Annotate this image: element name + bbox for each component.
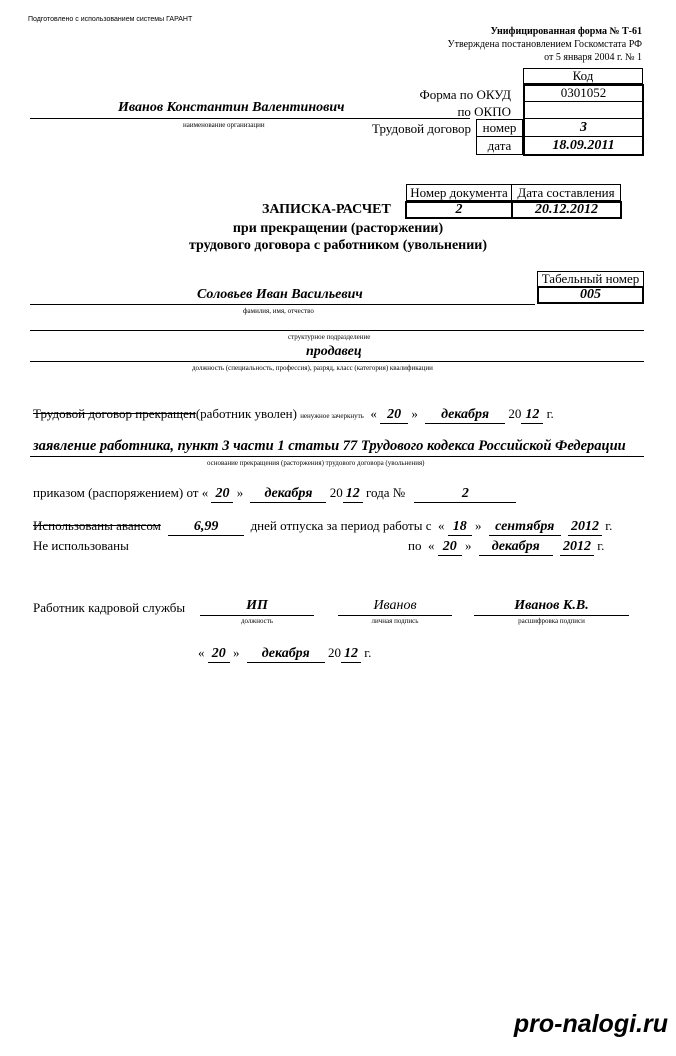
signature-month: декабря — [247, 646, 325, 663]
vacation-from-year: 2012 — [568, 519, 602, 536]
vacation-to-row: по « 20 » декабря 2012 г. — [408, 538, 605, 554]
tab-number-header: Табельный номер — [537, 271, 644, 287]
contract-number-label: номер — [476, 119, 523, 137]
employee-name-caption: фамилия, имя, отчество — [243, 307, 314, 315]
signer-position-line — [200, 615, 314, 616]
vacation-days-text: дней отпуска за период работы с — [250, 518, 432, 533]
order-number: 2 — [414, 486, 516, 503]
vacation-to-year: 2012 — [560, 539, 594, 556]
okpo-value — [525, 102, 642, 118]
doc-number: 2 — [405, 201, 513, 219]
form-name: Унифицированная форма № Т-61 — [490, 26, 642, 37]
organization-caption: наименование организации — [183, 121, 265, 129]
vacation-to-day: 20 — [438, 539, 462, 556]
signer-signature-caption: личная подпись — [371, 617, 419, 625]
employee-dismissed-text: (работник уволен) — [195, 406, 297, 421]
code-header: Код — [523, 68, 643, 84]
basis-caption: основание прекращения (расторжения) трудового договора (увольнения) — [207, 459, 425, 467]
vacation-days-value: 6,99 — [168, 519, 244, 536]
doc-number-header: Номер документа — [406, 184, 512, 201]
order-label: приказом (распоряжением) от — [33, 485, 199, 500]
basis-line — [30, 456, 644, 457]
termination-month: декабря — [425, 407, 505, 424]
order-month: декабря — [250, 486, 326, 503]
doc-date-header: Дата составления — [512, 184, 621, 201]
hr-employee-label: Работник кадровой службы — [33, 600, 186, 615]
position-caption: должность (специальность, профессия), разряд, класс (категория) квалификации — [192, 364, 433, 372]
termination-basis: заявление работника, пункт 3 части 1 статьи 77 Трудового кодекса Российской Федерации — [33, 438, 626, 454]
employee-name: Соловьев Иван Васильевич — [197, 287, 363, 302]
contract-number-value: 3 — [580, 119, 587, 135]
contract-terminated-text: Трудовой договор прекращен — [33, 406, 196, 421]
organization-name: Иванов Константин Валентинович — [118, 100, 345, 115]
signer-decoding-line — [474, 615, 629, 616]
department-caption: структурное подразделение — [288, 333, 371, 341]
strike-note: ненужное зачеркнуть — [300, 412, 364, 420]
garant-note: Подготовлено с использованием системы ГАРАНТ — [28, 16, 193, 23]
order-year: 12 — [343, 486, 363, 503]
doc-date: 20.12.2012 — [511, 201, 622, 219]
watermark: pro-nalogi.ru — [513, 1010, 668, 1038]
signer-signature-line — [338, 615, 452, 616]
signer-decoding: Иванов К.В. — [514, 598, 589, 613]
okpo-label: по ОКПО — [457, 104, 511, 119]
okud-label: Форма по ОКУД — [419, 87, 511, 102]
signer-position: ИП — [246, 598, 268, 613]
contract-date-label: дата — [476, 137, 523, 155]
position-value: продавец — [306, 344, 362, 359]
document-subtitle-2: трудового договора с работником (увольнении) — [188, 238, 488, 253]
vacation-from-day: 18 — [448, 519, 472, 536]
termination-year: 12 — [521, 407, 543, 424]
order-row: приказом (распоряжением) от « 20 » декабря 20 12 года № 2 — [33, 485, 516, 503]
approved-by: Утверждена постановлением Госкомстата РФ — [447, 39, 642, 50]
vacation-to-month: декабря — [479, 539, 553, 556]
order-day: 20 — [211, 486, 233, 503]
contract-label: Трудовой договор — [372, 121, 471, 136]
document-subtitle-1: при прекращении (расторжении) — [232, 221, 444, 236]
vacation-unused-label: Не использованы — [33, 538, 129, 553]
document-title: ЗАПИСКА-РАСЧЕТ — [262, 202, 391, 217]
termination-day: 20 — [380, 407, 408, 424]
signature-year: 12 — [341, 646, 361, 663]
approved-date: от 5 января 2004 г. № 1 — [544, 52, 642, 63]
vacation-used-row: Использованы авансом 6,99 дней отпуска за период работы с « 18 » сентября 2012 г. — [33, 518, 613, 534]
okud-value: 0301052 — [560, 85, 607, 100]
vacation-used-label: Использованы авансом — [33, 518, 161, 533]
signer-position-caption: должность — [240, 617, 274, 625]
position-line — [30, 361, 644, 362]
signature-day: 20 — [208, 646, 230, 663]
signature-date-row: « 20 » декабря 20 12 г. — [198, 645, 372, 661]
vacation-from-month: сентября — [489, 519, 561, 536]
organization-line — [30, 118, 470, 119]
signer-signature: Иванов — [373, 598, 417, 613]
tab-number: 005 — [537, 286, 644, 304]
contract-date-value: 18.09.2011 — [552, 137, 615, 153]
signer-decoding-caption: расшифровка подписи — [518, 617, 585, 625]
employee-name-line — [30, 304, 535, 305]
termination-row: Трудовой договор прекращен(работник уволен) ненужное зачеркнуть « 20 » декабря 20 12 г. — [33, 406, 554, 422]
department-line — [30, 330, 644, 331]
